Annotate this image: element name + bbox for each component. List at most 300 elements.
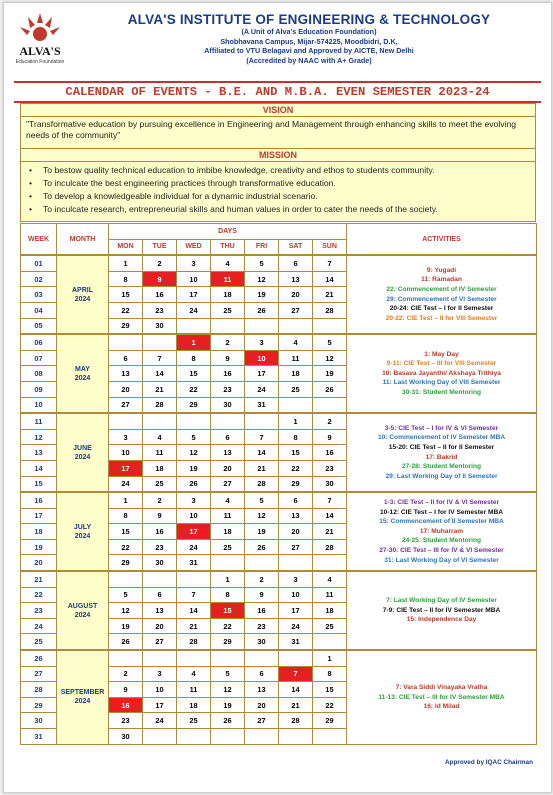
date-cell: 7 [177,587,211,603]
date-cell: 17 [177,524,211,540]
date-cell: 7 [143,350,177,366]
sunday-date-cell [313,555,347,571]
sunday-date-cell: 28 [313,539,347,555]
month-activities [347,255,537,334]
date-cell: 12 [245,271,279,287]
date-cell: 8 [109,508,143,524]
week-number: 09 [21,381,57,397]
sunday-date-cell: 15 [313,682,347,698]
date-cell: 27 [245,713,279,729]
date-cell: 11 [177,682,211,698]
date-cell: 24 [109,476,143,492]
date-cell: 9 [245,587,279,603]
date-cell: 9 [143,271,177,287]
week-number: 22 [21,587,57,603]
date-cell: 13 [143,603,177,619]
activity-item: 1: May Day [424,350,459,358]
activity-item: 7: Vara Siddi Vinayaka Vratha [395,683,488,691]
date-cell: 13 [211,445,245,461]
date-cell: 3 [177,492,211,508]
date-cell: 20 [245,697,279,713]
date-cell: 16 [143,524,177,540]
week-number: 06 [21,334,57,350]
date-cell: 4 [143,429,177,445]
week-number: 17 [21,508,57,524]
date-cell: 21 [245,460,279,476]
institution-name: ALVA'S INSTITUTE OF ENGINEERING & TECHNOLOGY [127,12,491,27]
date-cell [109,571,143,587]
date-cell: 29 [109,318,143,334]
date-cell: 4 [279,334,313,350]
date-cell [109,334,143,350]
activity-item: 27-30: CIE Test – III for IV & VI Semester [379,546,504,554]
days-column-header: DAYS [109,224,347,240]
week-number: 01 [21,255,57,271]
date-cell: 15 [211,603,245,619]
date-cell: 10 [143,682,177,698]
month-label [57,413,109,492]
date-cell: 31 [177,555,211,571]
date-cell: 25 [211,539,245,555]
date-cell: 30 [245,634,279,650]
day-name-header: THU [211,239,245,255]
date-cell: 5 [109,587,143,603]
activity-item: 7-9: CIE Test – II for IV Semester MBA [382,606,501,614]
calendar-title: CALENDAR OF EVENTS - B.E. AND M.B.A. EVEN SEMESTER 2023-24 [14,81,541,103]
month-name: AUGUST [67,602,98,610]
week-row [21,571,537,587]
activity-item: 10: Basava Jayanthi/ Akshaya Trithiya [382,369,501,377]
sunday-date-cell [313,397,347,413]
date-cell: 15 [109,524,143,540]
week-number: 05 [21,318,57,334]
date-cell: 5 [211,666,245,682]
date-cell: 13 [279,271,313,287]
date-cell: 10 [177,271,211,287]
date-cell: 26 [109,634,143,650]
mission-item: • To inculcate the best engineering practices through transformative education. [43,177,535,190]
date-cell [109,413,143,429]
week-number: 02 [21,271,57,287]
activity-item: 1-3: CIE Test – II for IV & VI Semester [383,499,500,506]
activity-item: 17: Bakrid [425,453,458,461]
date-cell: 16 [109,697,143,713]
date-cell: 30 [143,318,177,334]
week-number: 20 [21,555,57,571]
activity-item: 9: Yugadi [426,266,457,274]
activity-item: 29: Last Working Day of II Semester [385,472,498,480]
date-cell: 29 [177,397,211,413]
date-cell: 12 [177,445,211,461]
date-cell: 27 [279,539,313,555]
sunday-date-cell: 18 [313,603,347,619]
date-cell: 1 [109,255,143,271]
institution-block [74,12,544,65]
date-cell: 7 [279,666,313,682]
date-cell: 2 [109,666,143,682]
date-cell: 16 [211,366,245,382]
date-cell [211,650,245,666]
date-cell: 18 [177,697,211,713]
date-cell [245,555,279,571]
mission-item: • To bestow quality technical education to imbibe knowledge, creativity and ethos to students community. [43,164,535,177]
date-cell: 3 [177,255,211,271]
sunday-date-cell: 16 [313,445,347,461]
date-cell: 18 [143,460,177,476]
date-cell: 8 [211,587,245,603]
month-year: 2024 [74,295,91,303]
week-number: 28 [21,682,57,698]
activity-item: 31: Last Working Day of VI Semester [384,556,499,564]
date-cell: 6 [143,587,177,603]
institution-accreditation: (Accredited by NAAC with A+ Grade) [246,55,372,65]
calendar-table [20,223,537,745]
sunday-date-cell: 8 [313,666,347,682]
date-cell: 26 [211,713,245,729]
date-cell [143,650,177,666]
logo-subtext: Education Foundation [15,59,65,65]
date-cell: 18 [279,366,313,382]
activity-item: 10-12: CIE Test – I for IV Semester MBA [380,508,504,516]
week-number: 29 [21,697,57,713]
date-cell: 22 [177,381,211,397]
activity-item: 3-5: CIE Test – I for IV & VI Semester [384,424,499,432]
week-number: 07 [21,350,57,366]
activities-column-header: ACTIVITIES [347,224,537,256]
month-year: 2024 [74,374,91,382]
activity-item: 15: Commencement of II Semester MBA [379,518,504,526]
date-cell: 11 [143,445,177,461]
week-number: 27 [21,666,57,682]
activity-item: 29: Commencement of VI Semester [386,295,497,303]
date-cell: 27 [211,476,245,492]
date-cell [109,650,143,666]
date-cell: 26 [245,302,279,318]
date-cell: 20 [279,524,313,540]
date-cell: 28 [245,476,279,492]
date-cell [143,729,177,745]
date-cell: 6 [279,255,313,271]
date-cell: 30 [211,397,245,413]
activity-item: 9-11: CIE Test – III for VIII Semester [386,360,497,368]
sunday-date-cell [313,634,347,650]
date-cell: 12 [109,603,143,619]
date-cell: 17 [109,460,143,476]
activity-item: 20-24: CIE Test – I for II Semester [389,305,494,313]
date-cell: 19 [177,460,211,476]
institution-address: Shobhavana Campus, Mijar-574225, Moodbidri, D.K, [220,36,398,46]
sunday-date-cell: 29 [313,713,347,729]
month-activities [347,413,537,492]
sunday-date-cell: 2 [313,413,347,429]
sunday-date-cell: 11 [313,587,347,603]
date-cell: 19 [211,697,245,713]
sunday-date-cell: 5 [313,334,347,350]
date-cell: 3 [279,571,313,587]
date-cell: 26 [245,539,279,555]
institution-header [4,3,551,81]
week-row [21,650,537,666]
month-name: MAY [75,365,90,373]
week-number: 03 [21,287,57,303]
date-cell [211,413,245,429]
activity-item: 15-20: CIE Test – II for II Semester [388,444,495,452]
date-cell: 26 [177,476,211,492]
date-cell: 27 [109,397,143,413]
vision-text: "Transformative education by pursuing excellence in Engineering and Management through enhancing skills to meet the evolving needs of the community" [26,119,517,140]
week-number: 08 [21,366,57,382]
date-cell: 27 [279,302,313,318]
week-column-header: WEEK [21,224,57,256]
date-cell: 8 [279,429,313,445]
date-cell [177,571,211,587]
sunday-date-cell: 25 [313,618,347,634]
date-cell [245,413,279,429]
date-cell: 25 [279,381,313,397]
date-cell: 27 [143,634,177,650]
sunday-date-cell: 23 [313,460,347,476]
date-cell [279,397,313,413]
week-number: 31 [21,729,57,745]
date-cell: 15 [279,445,313,461]
date-cell: 29 [211,634,245,650]
date-cell: 22 [211,618,245,634]
calendar-page [3,2,552,793]
week-number: 19 [21,539,57,555]
sunday-date-cell: 7 [313,492,347,508]
week-row [21,492,537,508]
date-cell: 13 [279,508,313,524]
date-cell: 21 [177,618,211,634]
date-cell: 20 [211,460,245,476]
date-cell [245,650,279,666]
day-name-header: MON [109,239,143,255]
date-cell [211,318,245,334]
date-cell: 17 [245,366,279,382]
date-cell: 14 [143,366,177,382]
date-cell: 11 [211,271,245,287]
date-cell: 25 [177,713,211,729]
date-cell: 18 [211,524,245,540]
month-year: 2024 [74,611,91,619]
date-cell [143,334,177,350]
date-cell: 12 [211,682,245,698]
month-label [57,492,109,571]
month-name: SEPTEMBER [60,689,105,697]
date-cell: 1 [109,492,143,508]
date-cell: 29 [109,555,143,571]
date-cell: 2 [211,334,245,350]
month-year: 2024 [74,453,91,461]
month-activities [347,334,537,413]
date-cell: 18 [211,287,245,303]
date-cell: 29 [279,476,313,492]
date-cell: 5 [245,255,279,271]
week-number: 04 [21,302,57,318]
month-year: 2024 [74,532,91,540]
date-cell: 3 [109,429,143,445]
week-number: 21 [21,571,57,587]
date-cell: 12 [245,508,279,524]
date-cell: 10 [245,350,279,366]
date-cell: 19 [109,618,143,634]
date-cell [143,571,177,587]
date-cell: 17 [143,697,177,713]
activity-item: 7: Last Working Day of IV Semester [386,597,497,605]
month-name: JUNE [73,444,92,452]
mission-list [21,164,535,216]
date-cell: 17 [279,603,313,619]
month-label [57,255,109,334]
date-cell: 22 [109,539,143,555]
date-cell: 1 [279,413,313,429]
week-number: 10 [21,397,57,413]
week-number: 14 [21,460,57,476]
sunday-date-cell: 9 [313,429,347,445]
date-cell: 16 [143,287,177,303]
activity-item: 22: Commencement of IV Semester [386,286,497,294]
date-cell: 19 [245,287,279,303]
date-cell: 14 [279,682,313,698]
date-cell: 4 [211,492,245,508]
date-cell: 21 [143,381,177,397]
month-name: APRIL [72,286,93,294]
week-number: 26 [21,650,57,666]
date-cell [245,729,279,745]
month-name: JULY [73,523,92,531]
activity-item: 30-31: Student Mentoring [401,389,482,397]
date-cell: 9 [143,508,177,524]
date-cell: 28 [279,713,313,729]
date-cell: 9 [211,350,245,366]
sunday-date-cell: 21 [313,524,347,540]
date-cell: 22 [109,302,143,318]
date-cell: 1 [177,334,211,350]
date-cell: 13 [245,682,279,698]
date-cell: 21 [279,697,313,713]
date-cell [177,729,211,745]
activity-item: 27-28: Student Mentoring [401,463,482,471]
month-activities [347,492,537,571]
date-cell: 7 [245,429,279,445]
activity-item: 11: Last Working Day of VIII Semester [382,379,501,387]
week-number: 12 [21,429,57,445]
sunday-date-cell: 19 [313,366,347,382]
date-cell: 24 [177,302,211,318]
date-cell [279,650,313,666]
date-cell: 16 [245,603,279,619]
date-cell [143,413,177,429]
date-cell: 25 [211,302,245,318]
date-cell: 23 [245,618,279,634]
sunday-date-cell: 1 [313,650,347,666]
date-cell: 10 [109,445,143,461]
week-number: 15 [21,476,57,492]
month-label [57,571,109,650]
date-cell: 1 [211,571,245,587]
date-cell: 14 [177,603,211,619]
month-activities [347,650,537,744]
date-cell: 10 [279,587,313,603]
date-cell: 6 [109,350,143,366]
week-number: 16 [21,492,57,508]
sunday-date-cell [313,729,347,745]
week-row [21,413,537,429]
date-cell: 23 [211,381,245,397]
week-number: 24 [21,618,57,634]
institution-logo-icon [10,9,70,67]
sunday-date-cell: 22 [313,697,347,713]
date-cell: 28 [177,634,211,650]
date-cell: 24 [279,618,313,634]
mission-item: • To develop a knowledgeable individual for a dynamic industrial scenario. [43,190,535,203]
date-cell: 20 [143,618,177,634]
date-cell: 24 [245,381,279,397]
sunday-date-cell: 14 [313,508,347,524]
week-row [21,255,537,271]
vision-box [20,103,536,149]
week-number: 13 [21,445,57,461]
date-cell: 14 [245,445,279,461]
sunday-date-cell: 14 [313,271,347,287]
date-cell: 6 [279,492,313,508]
sunday-date-cell: 7 [313,255,347,271]
date-cell: 15 [109,287,143,303]
week-number: 30 [21,713,57,729]
date-cell [279,555,313,571]
sunday-date-cell: 30 [313,476,347,492]
sunday-date-cell: 4 [313,571,347,587]
date-cell [211,555,245,571]
date-cell: 15 [177,366,211,382]
day-name-header: FRI [245,239,279,255]
month-activities [347,571,537,650]
mission-heading: MISSION [21,149,535,162]
date-cell: 8 [109,271,143,287]
activity-item: 11-13: CIE Test – III for IV Semester MBA [378,693,505,701]
date-cell: 22 [279,460,313,476]
week-number: 18 [21,524,57,540]
date-cell: 25 [143,476,177,492]
activity-item: 17: Muharram [419,527,464,535]
date-cell [279,729,313,745]
date-cell [177,318,211,334]
day-name-header: SAT [279,239,313,255]
activity-item: 10: Commencement of IV Semester MBA [377,434,506,442]
activity-item: 16: Id Milad [423,703,460,711]
activity-item: 15: Independence Day [406,616,477,624]
date-cell: 17 [177,287,211,303]
date-cell [177,413,211,429]
sunday-date-cell: 26 [313,381,347,397]
date-cell: 2 [143,255,177,271]
date-cell: 30 [109,729,143,745]
calendar-body [21,255,537,744]
date-cell: 28 [143,397,177,413]
logo-text: ALVA'S [19,44,61,58]
date-cell: 5 [245,492,279,508]
date-cell: 2 [245,571,279,587]
sunday-date-cell: 28 [313,302,347,318]
date-cell [211,729,245,745]
date-cell: 5 [177,429,211,445]
sunday-date-cell: 12 [313,350,347,366]
activity-item: 11: Ramadan [421,276,462,284]
sunday-date-cell: 21 [313,287,347,303]
month-column-header: MONTH [57,224,109,256]
date-cell: 23 [143,302,177,318]
date-cell: 31 [245,397,279,413]
